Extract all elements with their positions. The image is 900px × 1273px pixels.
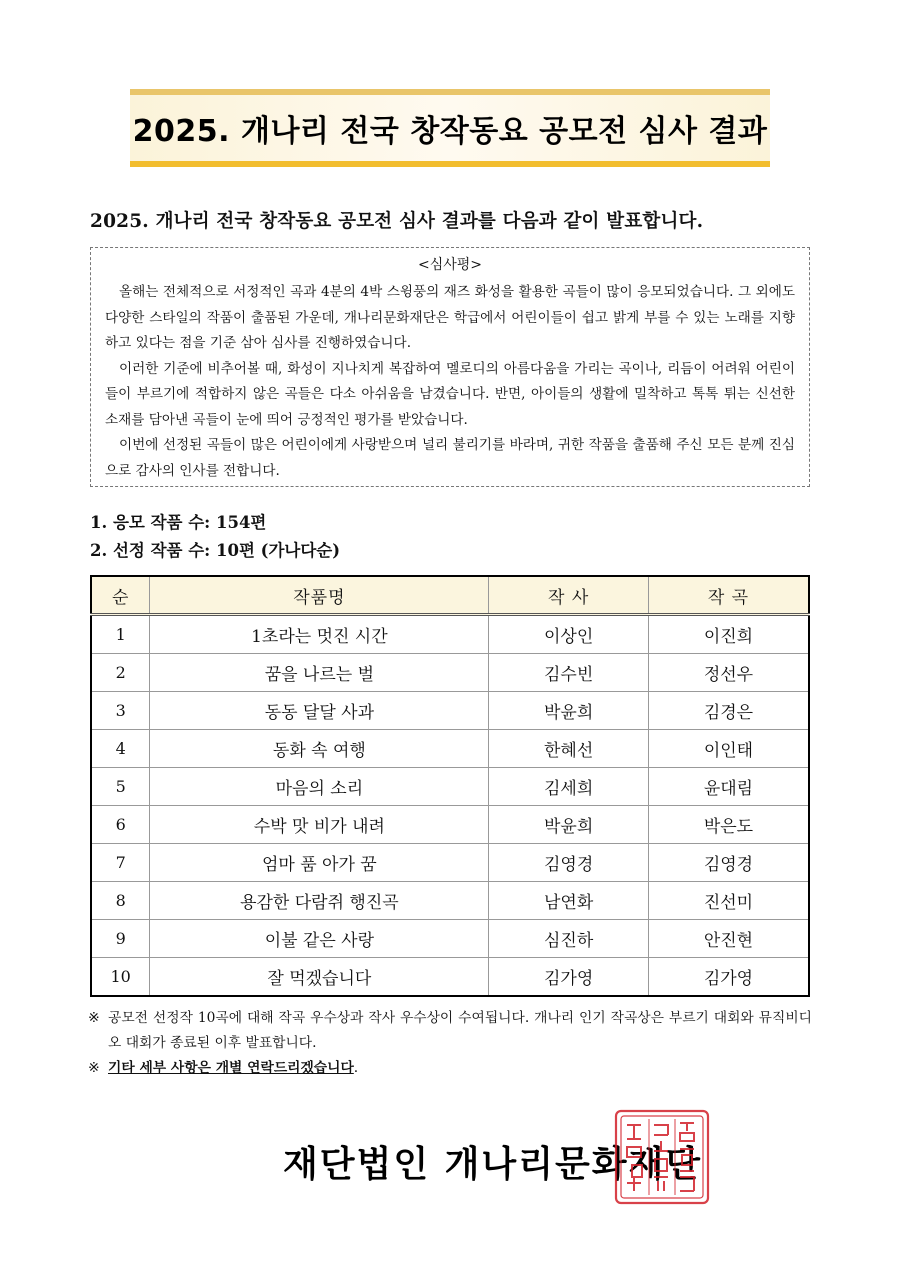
cell-no: 2 <box>91 654 150 692</box>
cell-composer: 김영경 <box>648 844 809 882</box>
header-no: 순 <box>91 576 150 615</box>
cell-lyricist: 김가영 <box>489 958 649 997</box>
header-composer: 작 곡 <box>648 576 809 615</box>
submitted-count: 1. 응모 작품 수: 154편 <box>90 513 267 532</box>
note-mark: ※ <box>88 1060 100 1076</box>
note-1 <box>88 1006 812 1056</box>
counts <box>90 509 340 565</box>
cell-title: 잘 먹겠습니다 <box>150 958 489 997</box>
cell-no: 1 <box>91 615 150 654</box>
cell-title: 마음의 소리 <box>150 768 489 806</box>
cell-lyricist: 남연화 <box>489 882 649 920</box>
review-heading: <심사평> <box>417 257 483 273</box>
cell-composer: 안진현 <box>648 920 809 958</box>
title-banner <box>130 89 770 167</box>
cell-title: 이불 같은 사랑 <box>150 920 489 958</box>
cell-lyricist: 김세희 <box>489 768 649 806</box>
cell-composer: 윤대림 <box>648 768 809 806</box>
table-row <box>91 768 809 806</box>
cell-lyricist: 박윤희 <box>489 806 649 844</box>
table-header-row <box>91 576 809 615</box>
cell-lyricist: 박윤희 <box>489 692 649 730</box>
table-row <box>91 920 809 958</box>
review-paragraph-3: 이번에 선정된 곡들이 많은 어린이에게 사랑받으며 널리 불리기를 바라며, 귀한 작품을 출품해 주신 모든 분께 진심으로 감사의 인사를 전합니다. <box>105 437 795 479</box>
cell-title: 엄마 품 아가 꿈 <box>150 844 489 882</box>
intro-text: 2025. 개나리 전국 창작동요 공모전 심사 결과를 다음과 같이 발표합니다. <box>90 211 704 232</box>
cell-composer: 이진희 <box>648 615 809 654</box>
cell-title: 용감한 다람쥐 행진곡 <box>150 882 489 920</box>
table-row <box>91 615 809 654</box>
header-lyricist: 작 사 <box>489 576 649 615</box>
organization-name: 재단법인 개나리문화재단 <box>283 1144 703 1185</box>
selected-works-table <box>90 575 810 997</box>
table-row <box>91 958 809 997</box>
cell-title: 수박 맛 비가 내려 <box>150 806 489 844</box>
table-row <box>91 692 809 730</box>
note-2-end: . <box>353 1060 359 1076</box>
review-paragraph-1: 올해는 전체적으로 서정적인 곡과 4분의 4박 스윙풍의 재즈 화성을 활용한 곡들이 많이 응모되었습니다. 그 외에도 다양한 스타일의 작품이 출품된 가운데, 개나리문화재단은 학급에서 어린이들이 쉽고 밝게 부를 수 있는 노래를 지향하고 있다는 점을 기준 삼아 심사를 진행하였습니다. <box>105 284 795 351</box>
table-row <box>91 806 809 844</box>
cell-no: 10 <box>91 958 150 997</box>
note-2-text: 기타 세부 사항은 개별 연락드리겠습니다 <box>108 1060 354 1076</box>
note-mark: ※ <box>88 1010 100 1026</box>
cell-no: 5 <box>91 768 150 806</box>
cell-title: 동화 속 여행 <box>150 730 489 768</box>
cell-composer: 김경은 <box>648 692 809 730</box>
table-row <box>91 730 809 768</box>
cell-lyricist: 한혜선 <box>489 730 649 768</box>
header-title: 작품명 <box>150 576 489 615</box>
cell-lyricist: 이상인 <box>489 615 649 654</box>
seal-stamp-icon <box>612 1107 712 1207</box>
cell-no: 9 <box>91 920 150 958</box>
cell-no: 8 <box>91 882 150 920</box>
cell-composer: 김가영 <box>648 958 809 997</box>
note-2 <box>88 1056 812 1081</box>
cell-lyricist: 김영경 <box>489 844 649 882</box>
cell-composer: 이인태 <box>648 730 809 768</box>
cell-lyricist: 김수빈 <box>489 654 649 692</box>
cell-composer: 진선미 <box>648 882 809 920</box>
cell-title: 꿈을 나르는 벌 <box>150 654 489 692</box>
cell-composer: 정선우 <box>648 654 809 692</box>
review-paragraph-2: 이러한 기준에 비추어볼 때, 화성이 지나치게 복잡하여 멜로디의 아름다움을 가리는 곡이나, 리듬이 어려워 어린이들이 부르기에 적합하지 않은 곡들은 다소 아쉬움을 남겼습니다. 반면, 아이들의 생활에 밀착하고 톡톡 튀는 신선한 소재를 담아낸 곡들이 눈에 띄어 긍정적인 평가를 받았습니다. <box>105 360 795 428</box>
note-1-text: 공모전 선정작 10곡에 대해 작곡 우수상과 작사 우수상이 수여됩니다. 개나리 인기 작곡상은 부르기 대회와 뮤직비디오 대회가 종료된 이후 발표합니다. <box>108 1010 812 1051</box>
table-row <box>91 844 809 882</box>
notes <box>88 1006 812 1081</box>
page-title: 2025. 개나리 전국 창작동요 공모전 심사 결과 <box>132 114 768 149</box>
cell-title: 동동 달달 사과 <box>150 692 489 730</box>
cell-composer: 박은도 <box>648 806 809 844</box>
selected-count: 2. 선정 작품 수: 10편 (가나다순) <box>90 541 341 560</box>
cell-no: 6 <box>91 806 150 844</box>
cell-title: 1초라는 멋진 시간 <box>150 615 489 654</box>
cell-lyricist: 심진하 <box>489 920 649 958</box>
cell-no: 3 <box>91 692 150 730</box>
table-row <box>91 882 809 920</box>
review-box <box>90 247 810 487</box>
cell-no: 7 <box>91 844 150 882</box>
table-row <box>91 654 809 692</box>
cell-no: 4 <box>91 730 150 768</box>
table-body <box>91 615 809 997</box>
